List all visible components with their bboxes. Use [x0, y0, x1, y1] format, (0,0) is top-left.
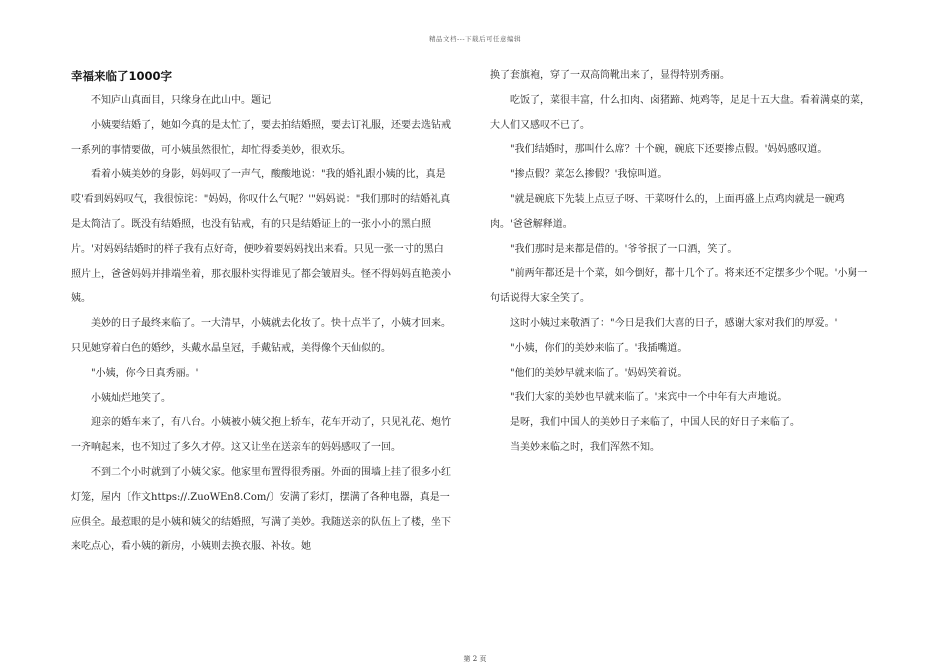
- left-body: [71, 89, 451, 560]
- left-column: [71, 64, 451, 560]
- paragraph: "小姨，你今日真秀丽。': [91, 367, 199, 379]
- right-column: [490, 64, 870, 461]
- paragraph: 这时小姨过来敬酒了："今日是我们大喜的日子，感谢大家对我们的厚爱。': [510, 317, 838, 329]
- paragraph: "我们那时是来都是借的。'爷爷抿了一口酒，笑了。: [510, 243, 738, 255]
- paragraph: 迎亲的婚车来了，有八台。小姨被小姨父抱上轿车，花车开动了，只见礼花、炮竹一齐响起来，也不知过了多久才停。这又让坐在送亲车的妈妈感叹了一回。: [71, 417, 451, 454]
- paragraph: 当美妙来临之时，我们浑然不知。: [510, 441, 660, 453]
- paragraph: 不到二个小时就到了小姨父家。他家里布置得很秀丽。外面的围墙上挂了很多小红灯笼，屋内〔作文https://.ZuoWEn8.Com/〕安满了彩灯，摆满了各种电器，真是一应俱全。最惹眼的是小姨和姨父的结婚照，写满了美妙。我随送亲的队伍上了楼，坐下来吃点心，看小姨的新房，小姨则去换衣服、补妆。她: [71, 466, 451, 553]
- right-body: [490, 64, 870, 461]
- paragraph: "就是碗底下先装上点豆子呀、干菜呀什么的，上面再盛上点鸡肉就是一碗鸡肉。'爸爸解释道。: [490, 193, 845, 230]
- paragraph: 小姨灿烂地笑了。: [91, 392, 171, 404]
- paragraph: 是呀，我们中国人的美妙日子来临了，中国人民的好日子来临了。: [510, 417, 800, 429]
- paragraph: 小姨要结婚了，她如今真的是太忙了，要去拍结婚照，要去订礼服，还要去选钻戒一系列的事情要做，可小姨虽然很忙，却忙得委美妙，很欢乐。: [71, 119, 451, 156]
- paragraph: "掺点假？菜怎么掺假？'我惊叫道。: [510, 169, 668, 181]
- page-header: 精品文档---下载后可任意编辑: [428, 35, 522, 43]
- paragraph: "前两年都还是十个菜，如今倒好，都十几个了。将来还不定摆多少个呢。'小舅一句话说得大家全笑了。: [490, 268, 868, 305]
- paragraph: "小姨，你们的美妙来临了。'我插嘴道。: [510, 342, 688, 354]
- paragraph: "我们结婚时，那叫什么席？十个碗，碗底下还要掺点假。'妈妈感叹道。: [510, 144, 828, 156]
- page-number: 第 2 页: [463, 655, 487, 663]
- article-title: 幸福来临了1000字: [71, 69, 173, 83]
- paragraph: 吃饭了，菜很丰富，什么扣肉、卤猪蹄、炖鸡等，足足十五大盘。看着满桌的菜，大人们又感叹不已了。: [490, 94, 870, 131]
- paragraph: 看着小姨美妙的身影，妈妈叹了一声气，酸酸地说："我的婚礼跟小姨的比，真是哎'看到妈妈叹气，我很惊诧："妈妈，你叹什么气呢？'"妈妈说："我们那时的结婚礼真是太简洁了。既没有结婚照，也没有钻戒，有的只是结婚证上的一张小小的黑白照片。'对妈妈结婚时的样子我有点好奇，便吵着要妈妈找出来看。只见一张一寸的黑白照片上，爸爸妈妈并排端坐着，那衣服朴实得谁见了都会皱眉头。怪不得妈妈直艳羡小姨。: [71, 169, 451, 305]
- paragraph: 美妙的日子最终来临了。一大清早，小姨就去化妆了。快十点半了，小姨才回来。只见她穿着白色的婚纱，头戴水晶皇冠，手戴钻戒，美得像个天仙似的。: [71, 318, 451, 354]
- paragraph: "我们大家的美妙也早就来临了。'来宾中一个中年有大声地说。: [510, 392, 788, 404]
- paragraph: "他们的美妙早就来临了。'妈妈笑着说。: [510, 367, 688, 379]
- paragraph: 不知庐山真面目，只缘身在此山中。题记: [91, 95, 271, 106]
- paragraph: 换了套旗袍，穿了一双高筒靴出来了，显得特别秀丽。: [490, 70, 730, 81]
